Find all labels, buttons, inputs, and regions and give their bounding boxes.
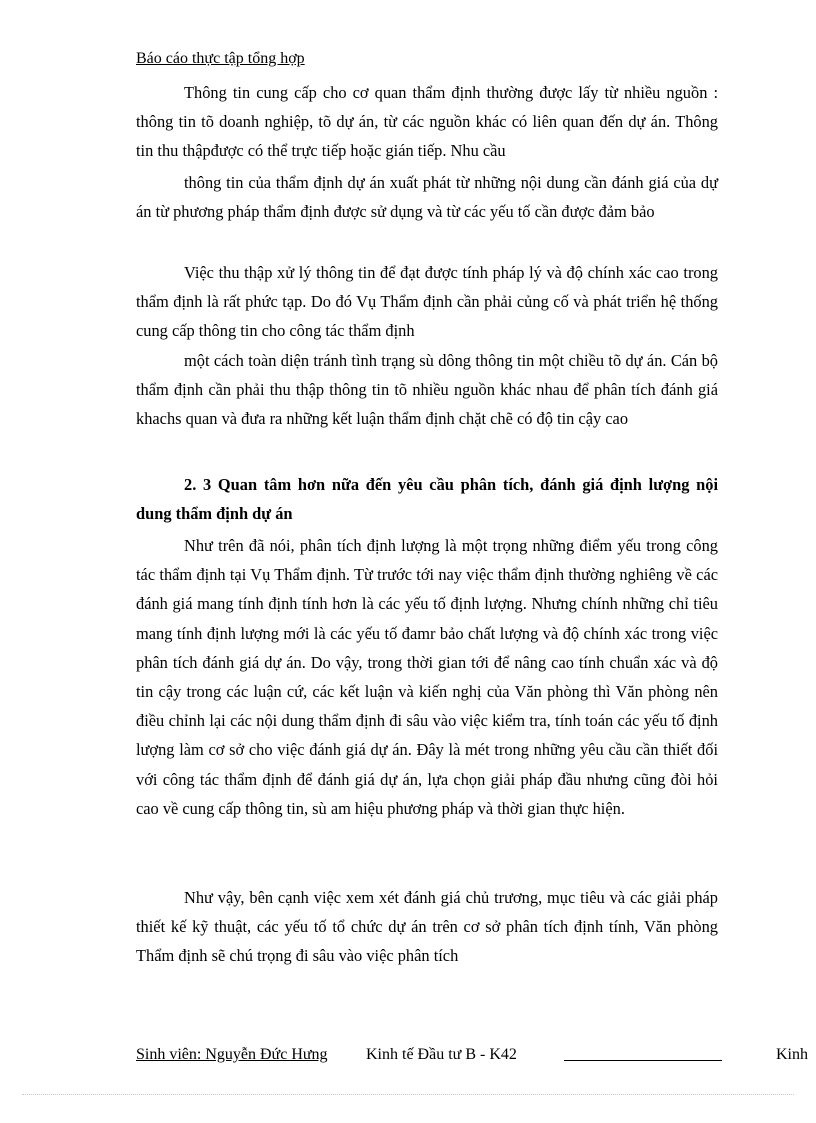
paragraph-1: Thông tin cung cấp cho cơ quan thẩm định thường được lấy từ nhiều nguồn : thông tin tõ doanh nghiệp, tõ dự án, từ các nguồn khác có liên quan đến dự án. Thông tin thu thậpđược có thể trực tiếp hoặc gián tiếp. Nhu cầu	[136, 83, 718, 161]
footer-rule	[564, 1060, 722, 1061]
paragraph-3: Việc thu thập xử lý thông tin để đạt được tính pháp lý và độ chính xác cao trong thẩm định là rất phức tạp. Do đó Vụ Thẩm định cần phải củng cố và phát triển hệ thống cung cấp thông tin cho công tác thẩm định	[136, 263, 718, 341]
page-bottom-divider	[22, 1094, 794, 1095]
footer-right-text: Kinh	[776, 1046, 808, 1063]
paragraph-2: thông tin của thẩm định dự án xuất phát từ những nội dung cần đánh giá của dự án từ phương pháp thẩm định được sử dụng và từ các yếu tố cần được đảm bảo	[136, 173, 718, 222]
page-footer	[136, 1046, 816, 1068]
paragraph-4: một cách toàn diện tránh tình trạng sù dông thông tin một chiều tõ dự án. Cán bộ thẩm định cần phải thu thập thông tin tõ nhiều nguồn khác nhau để phân tích đánh giá khachs quan và đưa ra những kết luận thẩm định chặt chẽ có độ tin cậy cao	[136, 351, 718, 429]
paragraph-5: Như trên đã nói, phân tích định lượng là một trọng những điểm yếu trong công tác thẩm định tại Vụ Thẩm định. Từ trước tới nay việc thẩm định thường nghiêng về các đánh giá mang tính định tính hơn là các yếu tố định lượng. Nhưng chính những chỉ tiêu mang tính định lượng mới là các yếu tố đamr bảo chất lượng và độ chính xác trong việc phân tích đánh giá dự án. Do vậy, trong thời gian tới để nâng cao tính chuẩn xác và độ tin cậy trong các luận cứ, các kết luận và kiến nghị của Văn phòng thì Văn phòng nên điều chỉnh lại các nội dung thẩm định đi sâu vào việc kiểm tra, tính toán các yếu tố định lượng làm cơ sở cho việc đánh giá dự án. Đây là mét trong những yêu cầu cần thiết đối với công tác thẩm định để đánh giá dự án, lựa chọn giải pháp đầu nhưng cũng đòi hỏi cao về cung cấp thông tin, sù am hiệu phương pháp và thời gian thực hiện.	[136, 536, 718, 818]
footer-student-name: Sinh viên: Nguyễn Đức Hưng	[136, 1046, 328, 1063]
section-heading: 2. 3 Quan tâm hơn nữa đến yêu cầu phân tích, đánh giá định lượng nội dung thẩm định dự án	[136, 475, 718, 524]
paragraph-6: Như vậy, bên cạnh việc xem xét đánh giá chủ trương, mục tiêu và các giải pháp thiết kế kỹ thuật, các yếu tố tổ chức dự án trên cơ sở phân tích định tính, Văn phòng Thẩm định sẽ chú trọng đi sâu vào việc phân tích	[136, 888, 718, 966]
footer-course: Kinh tế Đầu tư B - K42	[366, 1046, 517, 1063]
report-header: Báo cáo thực tập tổng hợp	[136, 50, 305, 67]
